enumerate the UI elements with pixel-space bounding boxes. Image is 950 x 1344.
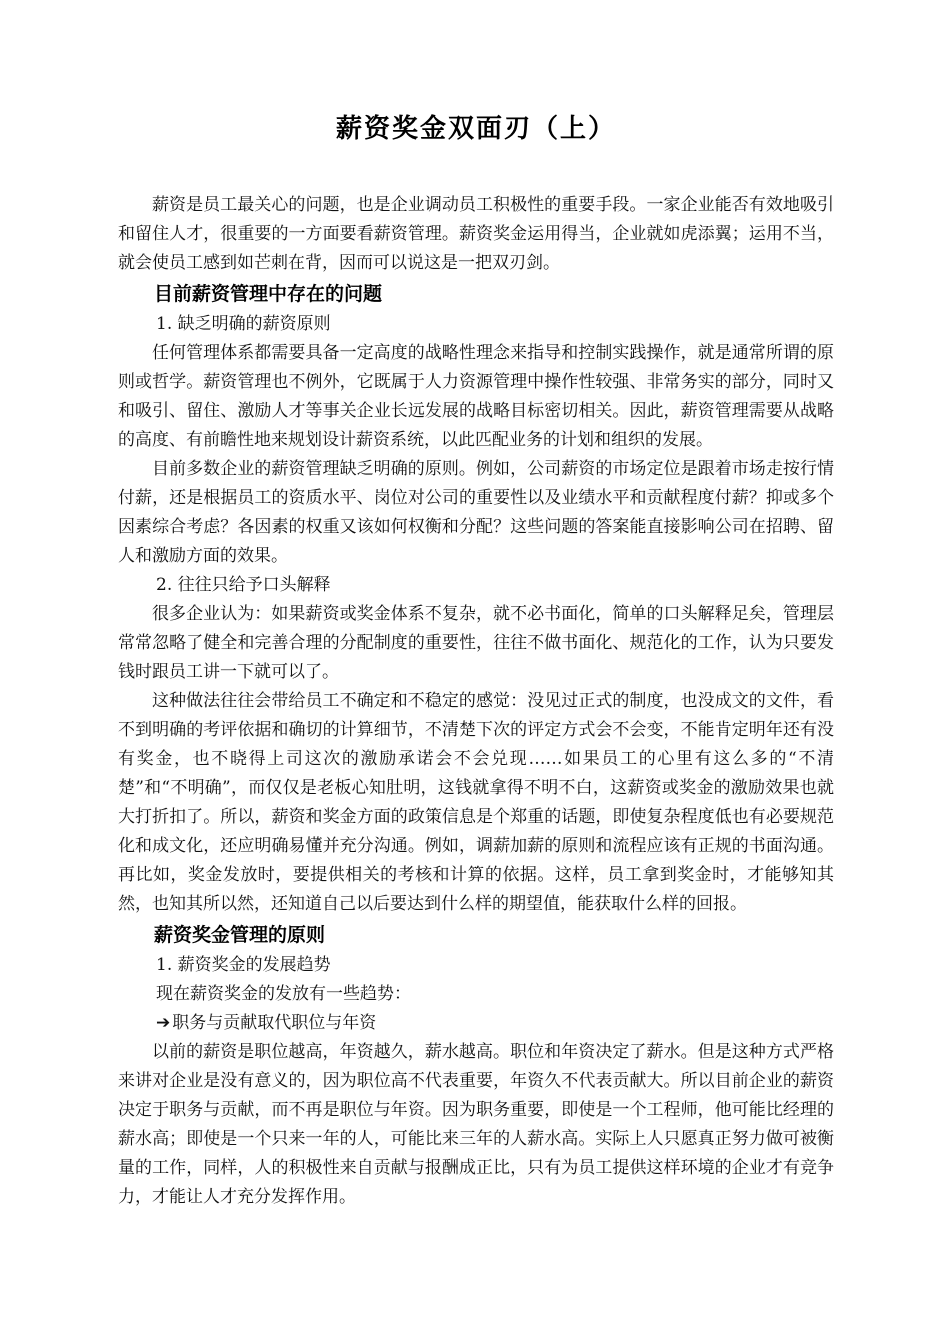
- bullet-text: 职务与贡献取代职位与年资: [172, 1013, 377, 1033]
- section-heading-principles: 薪资奖金管理的原则: [154, 924, 326, 946]
- paragraph: 很多企业认为：如果薪资或奖金体系不复杂，就不必书面化，简单的口头解释足矣，管理层常常忽略了健全和完善合理的分配制度的重要性，往往不做书面化、规范化的工作，认为只要发钱时跟员工讲一下就可以了。: [118, 604, 834, 682]
- document-body: [118, 100, 834, 1212]
- paragraph: 以前的薪资是职位越高，年资越久，薪水越高。职位和年资决定了薪水。但是这种方式严格来讲对企业是没有意义的，因为职位高不代表重要，年资久不代表贡献大。所以目前企业的薪资决定于职务与贡献，而不再是职位与年资。因为职务重要，即使是一个工程师，他可能比经理的薪水高；即使是一个只来一年的人，可能比来三年的人薪水高。实际上人只愿真正努力做可被衡量的工作，同样，人的积极性来自贡献与报酬成正比，只有为员工提供这样环境的企业才有竞争力，才能让人才充分发挥作用。: [118, 1042, 834, 1207]
- subsection-title-2: 2. 往往只给予口头解释: [156, 575, 331, 595]
- document-title: 薪资奖金双面刃（上）: [335, 114, 616, 144]
- paragraph: 这种做法往往会带给员工不确定和不稳定的感觉：没见过正式的制度，也没成文的文件，看不到明确的考评依据和确切的计算细节，不清楚下次的评定方式会不会变，不能肯定明年还有没有奖金，也不晓得上司这次的激励承诺会不会兑现……如果员工的心里有这么多的“不清楚”和“不明确”，而仅仅是老板心知肚明，这钱就拿得不明不白，这薪资或奖金的激励效果也就大打折扣了。所以，薪资和奖金方面的政策信息是个郑重的话题，即使复杂程度低也有必要规范化和成文化，还应明确易懂并充分沟通。例如，调薪加薪的原则和流程应该有正规的书面沟通。再比如，奖金发放时，要提供相关的考核和计算的依据。这样，员工拿到奖金时，才能够知其然，也知其所以然，还知道自己以后要达到什么样的期望值，能获取什么样的回报。: [118, 691, 834, 914]
- subsection-title-1: 1. 缺乏明确的薪资原则: [156, 314, 331, 334]
- subsection-title-trends: 1. 薪资奖金的发展趋势: [156, 955, 331, 975]
- arrow-right-icon: ➔: [156, 1013, 171, 1033]
- intro-paragraph: 薪资是员工最关心的问题，也是企业调动员工积极性的重要手段。一家企业能否有效地吸引和留住人才，很重要的一方面要看薪资管理。薪资奖金运用得当，企业就如虎添翼；运用不当，就会使员工感到如芒刺在背，因而可以说这是一把双刃剑。: [118, 195, 834, 273]
- trends-intro: 现在薪资奖金的发放有一些趋势：: [156, 984, 411, 1004]
- section-heading-problems: 目前薪资管理中存在的问题: [154, 283, 383, 305]
- paragraph: 目前多数企业的薪资管理缺乏明确的原则。例如，公司薪资的市场定位是跟着市场走按行情付薪，还是根据员工的资质水平、岗位对公司的重要性以及业绩水平和贡献程度付薪？抑或多个因素综合考虑？各因素的权重又该如何权衡和分配？这些问题的答案能直接影响公司在招聘、留人和激励方面的效果。: [118, 459, 834, 566]
- paragraph: 任何管理体系都需要具备一定高度的战略性理念来指导和控制实践操作，就是通常所谓的原则或哲学。薪资管理也不例外，它既属于人力资源管理中操作性较强、非常务实的部分，同时又和吸引、留住、激励人才等事关企业长远发展的战略目标密切相关。因此，薪资管理需要从战略的高度、有前瞻性地来规划设计薪资系统，以此匹配业务的计划和组织的发展。: [118, 343, 834, 450]
- bullet-item: [118, 1009, 834, 1038]
